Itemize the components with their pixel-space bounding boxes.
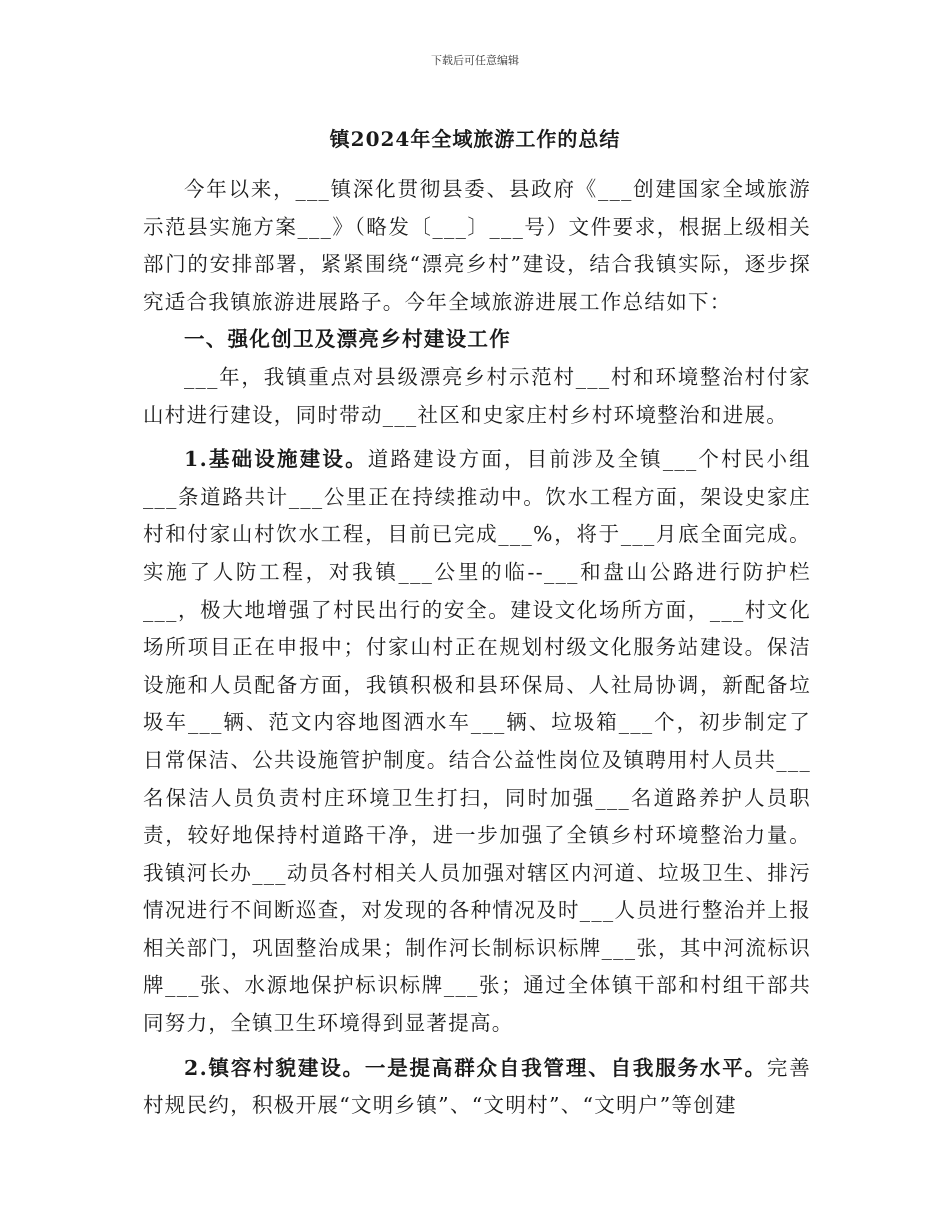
infrastructure-text: 道路建设方面，目前涉及全镇___个村民小组___条道路共计___公里正在持续推动中。饮水工程方面，架设史家庄村和付家山村饮水工程，目前已完成___%，将于___月底全面完成。实施了人防工程，对我镇___公里的临--___和盘山公路进行防护栏___，极大地增强了村民出行的安全。建设文化场所方面，___村文化场所项目正在申报中；付家山村正在规划村级文化服务站建设。保洁设施和人员配备方面，我镇积极和县环保局、人社局协调，新配备垃圾车___辆、范文内容地图洒水车___辆、垃圾箱___个，初步制定了日常保洁、公共设施管护制度。结合公益性岗位及镇聘用村人员共___名保洁人员负责村庄环境卫生打扫，同时加强___名道路养护人员职责，较好地保持村道路干净，进一步加强了全镇乡村环境整治力量。我镇河长办___动员各村相关人员加强对辖区内河道、垃圾卫生、排污情况进行不间断巡查，对发现的各种情况及时___人员进行整治并上报相关部门，巩固整治成果；制作河长制标识标牌___张，其中河流标识牌___张、水源地保护标识标牌___张；通过全体镇干部和村组干部共同努力，全镇卫生环境得到显著提高。 xyxy=(143,447,811,1036)
intro-paragraph: 今年以来，___镇深化贯彻县委、县政府《___创建国家全域旅游示范县实施方案___》（略发〔___〕___号）文件要求，根据上级相关部门的安排部署，紧紧围绕“漂亮乡村”建设，结合我镇实际，逐步探究适合我镇旅游进展路子。今年全域旅游进展工作总结如下： xyxy=(143,177,811,314)
section-paragraph: ___年，我镇重点对县级漂亮乡村示范村___村和环境整治村付家山村进行建设，同时带动___社区和史家庄村乡村环境整治和进展。 xyxy=(143,364,811,427)
document-body xyxy=(143,171,811,1125)
town-appearance-label: 2.镇容村貌建设。一是提高群众自我管理、自我服务水平。 xyxy=(184,1055,767,1080)
infrastructure-paragraph xyxy=(143,441,811,1043)
section-heading: 一、强化创卫及漂亮乡村建设工作 xyxy=(184,327,511,352)
document-title: 镇2024年全域旅游工作的总结 xyxy=(329,127,621,151)
header-note: 下载后可任意编辑 xyxy=(431,54,519,67)
infrastructure-label: 1.基础设施建设。 xyxy=(184,447,368,472)
town-appearance-paragraph xyxy=(143,1050,811,1125)
town-appearance-text: 完善村规民约，积极开展“文明乡镇”、“文明村”、“文明户”等创建 xyxy=(143,1055,811,1118)
